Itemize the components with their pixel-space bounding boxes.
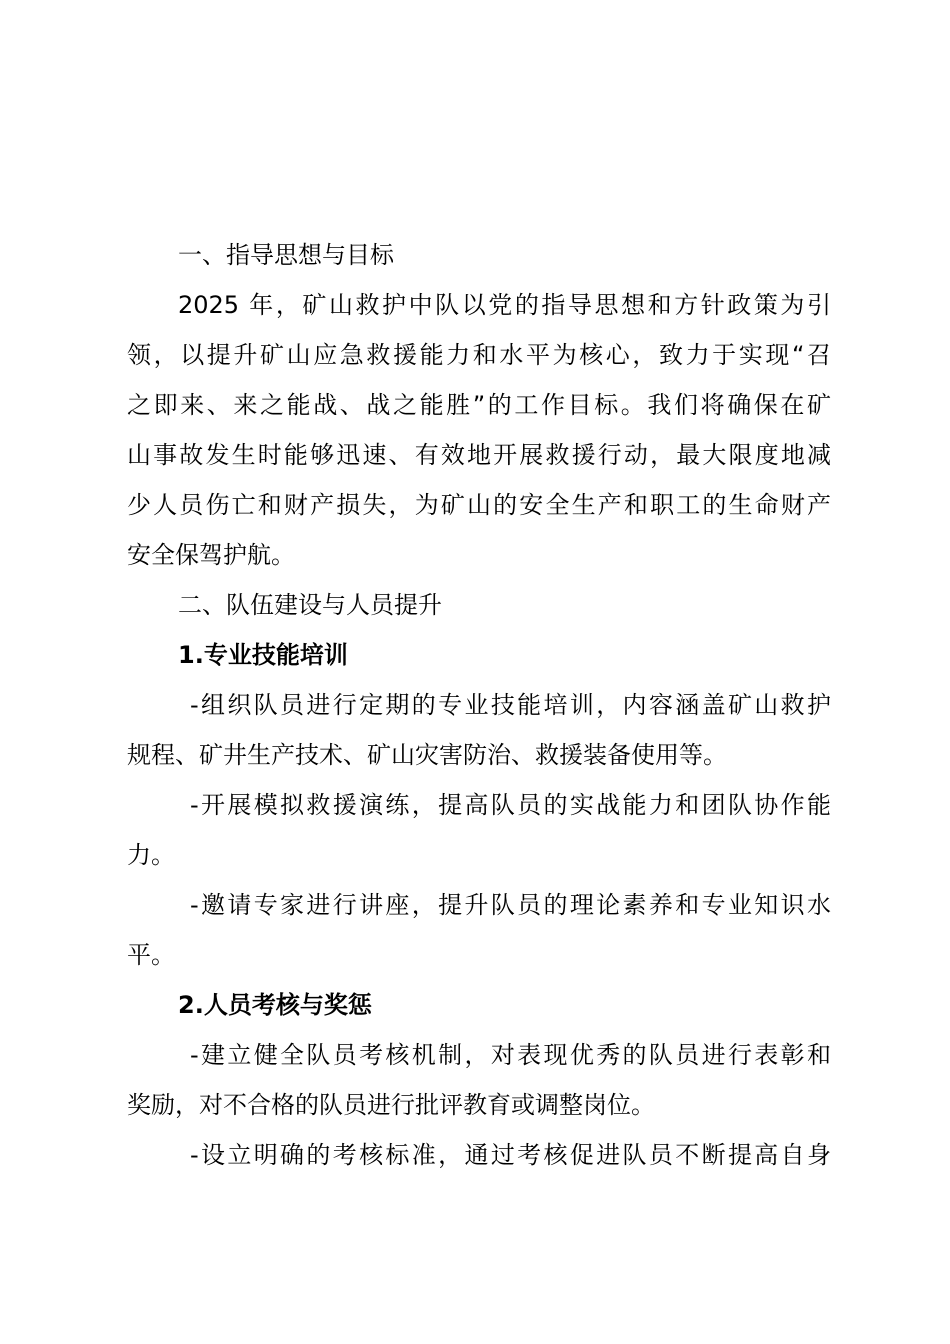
paragraph-line: 之即来、来之能战、战之能胜”的工作目标。我们将确保在矿: [127, 391, 831, 419]
bullet-line: 奖励，对不合格的队员进行批评教育或调整岗位。: [127, 1091, 655, 1119]
subheading-assessment: 2.人员考核与奖惩: [178, 991, 372, 1019]
bullet-line: 力。: [127, 841, 175, 869]
bullet-line: -组织队员进行定期的专业技能培训，内容涵盖矿山救护: [190, 691, 831, 719]
bullet-line: -设立明确的考核标准，通过考核促进队员不断提高自身: [190, 1141, 831, 1169]
subheading-skills-training: 1.专业技能培训: [178, 641, 348, 669]
bullet-line: -建立健全队员考核机制，对表现优秀的队员进行表彰和: [190, 1041, 831, 1069]
bullet-line: -邀请专家进行讲座，提升队员的理论素养和专业知识水: [190, 891, 831, 919]
paragraph-line: 领，以提升矿山应急救援能力和水平为核心，致力于实现“召: [127, 341, 831, 369]
bullet-line: -开展模拟救援演练，提高队员的实战能力和团队协作能: [190, 791, 831, 819]
paragraph-line: 山事故发生时能够迅速、有效地开展救援行动，最大限度地减: [127, 441, 831, 469]
bullet-line: 平。: [127, 941, 175, 969]
paragraph-line: 2025 年，矿山救护中队以党的指导思想和方针政策为引: [178, 291, 831, 319]
paragraph-line: 少人员伤亡和财产损失，为矿山的安全生产和职工的生命财产: [127, 491, 831, 519]
bullet-line: 规程、矿井生产技术、矿山灾害防治、救援装备使用等。: [127, 741, 727, 769]
section-heading-team-building: 二、队伍建设与人员提升: [178, 591, 442, 619]
section-heading-guiding-ideology: 一、指导思想与目标: [178, 241, 394, 269]
paragraph-line: 安全保驾护航。: [127, 541, 295, 569]
